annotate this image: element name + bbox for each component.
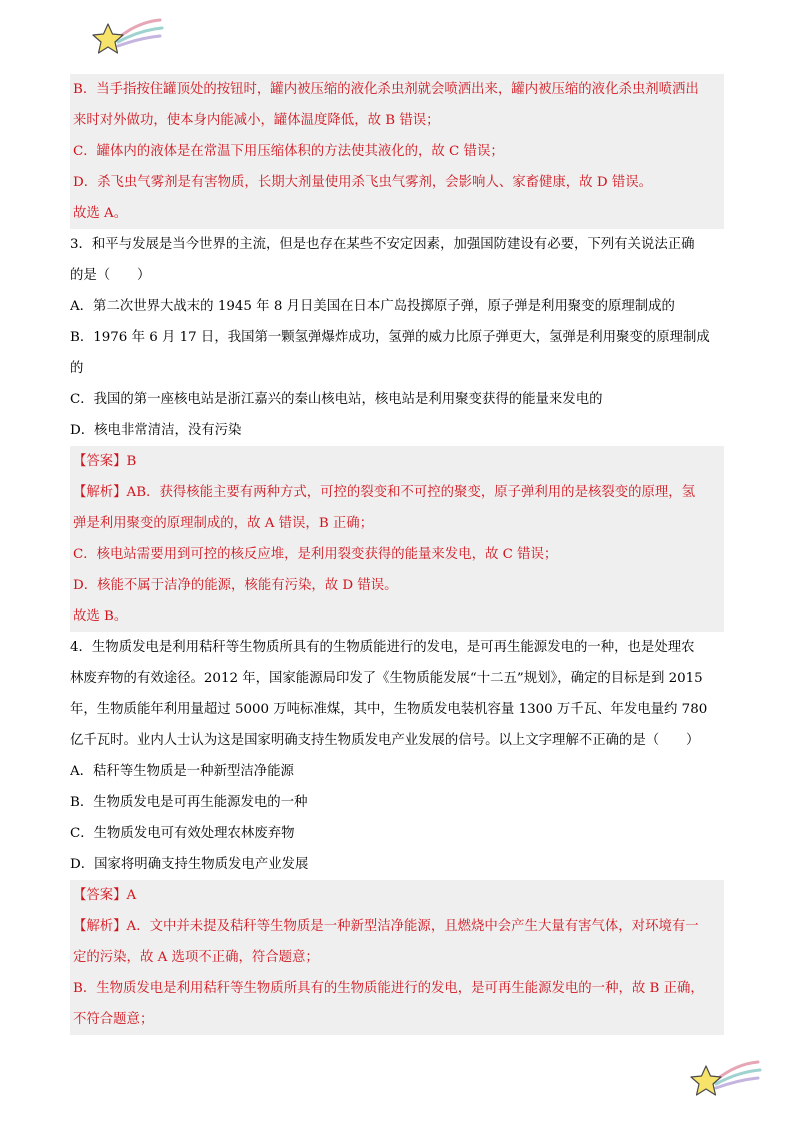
option-b: B．1976 年 6 月 17 日，我国第一颗氢弹爆炸成功，氢弹的威力比原子弹更大，氢弹是利用聚变的原理制成 — [70, 330, 710, 345]
option-b: B．生物质发电是可再生能源发电的一种 — [70, 795, 308, 810]
analysis-line: 定的污染，故 A 选项不正确，符合题意； — [73, 950, 319, 965]
shooting-star-icon — [686, 1056, 764, 1102]
analysis-line: C．罐体内的液体是在常温下用压缩体积的方法使其液化的，故 C 错误； — [73, 144, 504, 159]
option-d: D．核电非常清洁，没有污染 — [70, 423, 242, 438]
option-a: A．秸秆等生物质是一种新型洁净能源 — [70, 764, 294, 779]
answer-block-4 — [70, 880, 724, 1035]
option-c: C．生物质发电可有效处理农林废弃物 — [70, 826, 295, 841]
analysis-line: D．核能不属于洁净的能源，核能有污染，故 D 错误。 — [73, 578, 398, 593]
option-c: C．我国的第一座核电站是浙江嘉兴的秦山核电站，核电站是利用聚变获得的能量来发电的 — [70, 392, 603, 407]
option-a: A．第二次世界大战末的 1945 年 8 月日美国在日本广岛投掷原子弹，原子弹是利用聚变的原理制成的 — [70, 299, 675, 314]
question-stem: 3．和平与发展是当今世界的主流，但是也存在某些不安定因素，加强国防建设有必要，下列有关说法正确 — [70, 237, 695, 252]
analysis-line: B．当手指按住罐顶处的按钮时，罐内被压缩的液化杀虫剂就会喷洒出来，罐内被压缩的液化杀虫剂喷洒出 — [73, 82, 699, 97]
question-stem: 亿千瓦时。业内人士认为这是国家明确支持生物质发电产业发展的信号。以上文字理解不正确的是（ ） — [70, 733, 700, 748]
analysis-line: 来时对外做功，使本身内能减小，罐体温度降低，故 B 错误； — [73, 113, 440, 128]
question-3 — [70, 229, 724, 446]
question-stem: 年，生物质能年利用量超过 5000 万吨标准煤，其中，生物质发电装机容量 1300 万千瓦、年发电量约 780 — [70, 702, 708, 717]
question-4 — [70, 632, 724, 880]
analysis-line: D．杀飞虫气雾剂是有害物质，长期大剂量使用杀飞虫气雾剂，会影响人、家畜健康，故 D 错误。 — [73, 175, 652, 190]
option-d: D．国家将明确支持生物质发电产业发展 — [70, 857, 309, 872]
analysis-line: 故选 B。 — [73, 609, 128, 624]
analysis-line: 弹是利用聚变的原理制成的，故 A 错误，B 正确； — [73, 516, 374, 531]
analysis-line: 【解析】AB．获得核能主要有两种方式，可控的裂变和不可控的聚变，原子弹利用的是核裂变的原理，氢 — [73, 485, 696, 500]
question-stem: 4．生物质发电是利用秸秆等生物质所具有的生物质能进行的发电，是可再生能源发电的一种，也是处理农 — [70, 640, 695, 655]
answer-block-3 — [70, 446, 724, 632]
answer-label: 【答案】B — [73, 454, 137, 469]
shooting-star-icon — [88, 14, 166, 60]
analysis-line: B．生物质发电是利用秸秆等生物质所具有的生物质能进行的发电，是可再生能源发电的一种，故 B 正确， — [73, 981, 704, 996]
previous-analysis-block — [70, 74, 724, 229]
question-stem: 林废弃物的有效途径。2012 年，国家能源局印发了《生物质能发展“十二五”规划》，确定的目标是到 2015 — [70, 671, 703, 686]
option-b-continued: 的 — [70, 361, 84, 376]
question-stem: 的是（ ） — [70, 268, 151, 283]
analysis-line: 【解析】A．文中并未提及秸秆等生物质是一种新型洁净能源，且燃烧中会产生大量有害气体，对环境有一 — [73, 919, 699, 934]
analysis-line: C．核电站需要用到可控的核反应堆，是利用裂变获得的能量来发电，故 C 错误； — [73, 547, 558, 562]
answer-label: 【答案】A — [73, 888, 137, 903]
analysis-line: 不符合题意； — [73, 1012, 154, 1027]
analysis-line: 故选 A。 — [73, 206, 128, 221]
